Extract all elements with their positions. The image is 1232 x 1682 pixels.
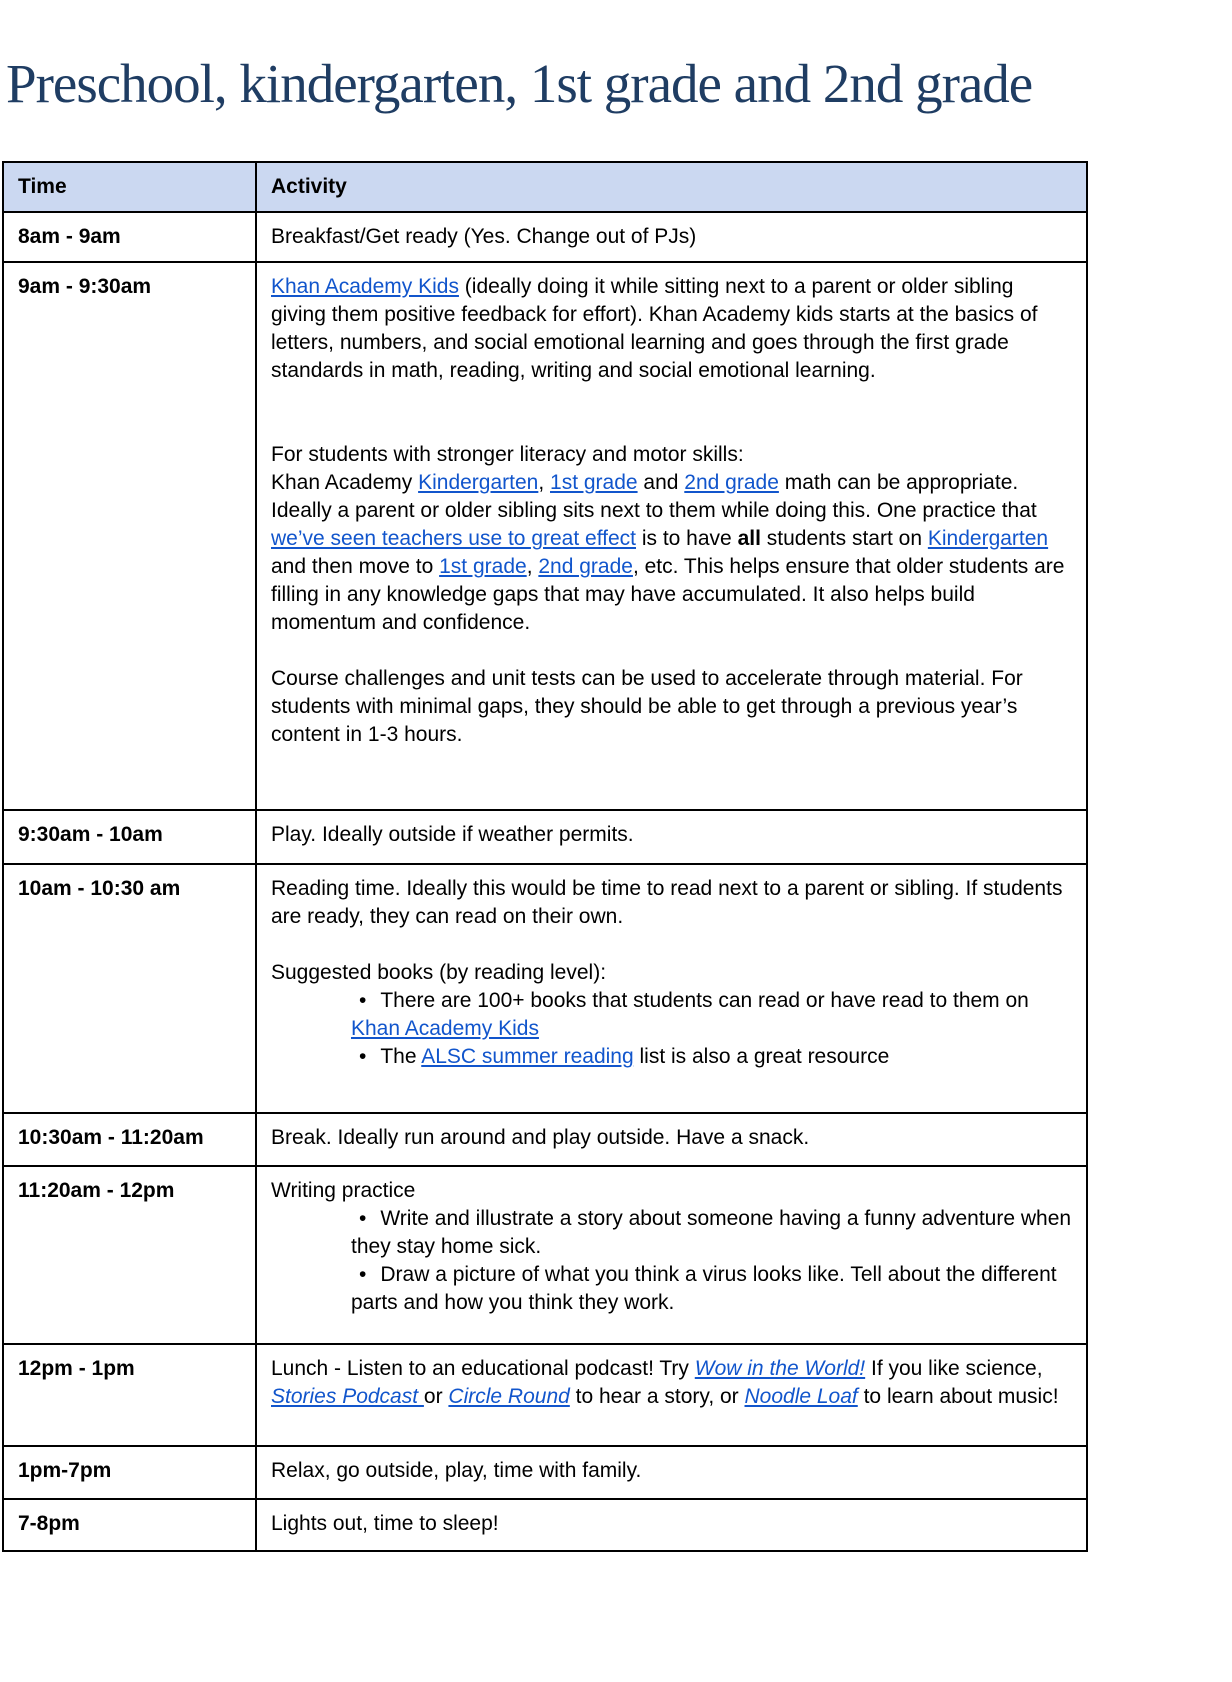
table-row	[3, 1499, 1087, 1551]
paragraph	[271, 959, 1072, 987]
link-khan-academy-kids[interactable]: Khan Academy Kids	[351, 1017, 539, 1040]
activity-cell	[256, 810, 1087, 864]
link-noodle-loaf[interactable]: Noodle Loaf	[744, 1385, 858, 1408]
text-run: (ideally doing it while sitting next to a parent or older sibling giving them positive feedback for effort). Khan Academy kids starts at the basics of letters, numbers, and social emotional learning and goes through the first grade standards in math, reading, writing and social emotional learning.	[271, 275, 1038, 382]
text-run: Khan Academy	[271, 471, 419, 494]
schedule-table	[2, 161, 1088, 1552]
bullet-item	[271, 1043, 1072, 1071]
link-wow-in-the-world[interactable]: Wow in the World!	[694, 1357, 866, 1380]
table-row	[3, 212, 1087, 262]
activity-cell	[256, 1499, 1087, 1551]
time-cell: 9am - 9:30am	[3, 262, 256, 810]
bullet-icon: •	[359, 1207, 367, 1230]
text-run: Lunch - Listen to an educational podcast! Try	[271, 1357, 695, 1380]
time-cell: 8am - 9am	[3, 212, 256, 262]
link-1st-grade[interactable]: 1st grade	[550, 471, 638, 494]
table-row	[3, 262, 1087, 810]
link-2nd-grade[interactable]: 2nd grade	[538, 555, 633, 578]
activity-cell	[256, 1113, 1087, 1166]
text-run: or	[423, 1385, 449, 1408]
text-run: If you like science,	[865, 1357, 1043, 1380]
paragraph	[271, 1177, 1072, 1205]
column-header-time: Time	[3, 162, 256, 212]
header-row	[3, 162, 1087, 212]
time-cell: 11:20am - 12pm	[3, 1166, 256, 1344]
bullet-item	[271, 1261, 1072, 1317]
text-run: Course challenges and unit tests can be used to accelerate through material. For students with minimal gaps, they should be able to get through a previous year’s content in 1-3 hours.	[271, 667, 1023, 746]
paragraph	[271, 1355, 1072, 1411]
time-cell: 1pm-7pm	[3, 1446, 256, 1499]
text-run: Suggested books (by reading level):	[271, 961, 607, 984]
bullet-icon: •	[359, 1045, 367, 1068]
link-teachers-great-effect[interactable]: we’ve seen teachers use to great effect	[271, 527, 636, 550]
paragraph	[271, 441, 1072, 469]
activity-text: Play. Ideally outside if weather permits.	[271, 823, 634, 846]
text-run: and	[637, 471, 685, 494]
text-run: list is also a great resource	[633, 1045, 890, 1068]
link-1st-grade[interactable]: 1st grade	[439, 555, 527, 578]
activity-cell	[256, 1344, 1087, 1446]
activity-text: Relax, go outside, play, time with family.	[271, 1459, 642, 1482]
table-row	[3, 864, 1087, 1113]
text-run: students start on	[760, 527, 928, 550]
text-run-bold: all	[737, 527, 761, 550]
activity-cell	[256, 864, 1087, 1113]
text-run: and then move to	[271, 555, 440, 578]
bullet-icon: •	[359, 1263, 367, 1286]
text-run: ,	[538, 471, 551, 494]
page-title: Preschool, kindergarten, 1st grade and 2nd grade	[6, 53, 1033, 114]
activity-cell	[256, 1166, 1087, 1344]
bullet-item	[271, 987, 1072, 1043]
activity-cell	[256, 262, 1087, 810]
activity-cell	[256, 1446, 1087, 1499]
time-cell: 12pm - 1pm	[3, 1344, 256, 1446]
text-run: to hear a story, or	[569, 1385, 745, 1408]
text-run: , etc. This helps ensure that older students are filling in any knowledge gaps that may have accumulated. It also helps build momentum and confidence.	[271, 555, 1065, 634]
link-alsc-summer-reading[interactable]: ALSC summer reading	[421, 1045, 634, 1068]
time-cell: 10:30am - 11:20am	[3, 1113, 256, 1166]
table-row	[3, 1113, 1087, 1166]
activity-cell	[256, 212, 1087, 262]
text-run: ,	[526, 555, 539, 578]
table-row	[3, 810, 1087, 864]
activity-text: Break. Ideally run around and play outside. Have a snack.	[271, 1126, 810, 1149]
link-khan-academy-kids[interactable]: Khan Academy Kids	[271, 275, 459, 298]
link-circle-round[interactable]: Circle Round	[448, 1385, 570, 1408]
paragraph	[271, 875, 1072, 931]
text-run: to learn about music!	[857, 1385, 1059, 1408]
time-cell: 7-8pm	[3, 1499, 256, 1551]
activity-text: Lights out, time to sleep!	[271, 1512, 499, 1535]
link-stories-podcast[interactable]: Stories Podcast	[271, 1385, 424, 1408]
link-kindergarten[interactable]: Kindergarten	[927, 527, 1049, 550]
text-run: Draw a picture of what you think a virus looks like. Tell about the different parts and how you think they work.	[351, 1263, 1057, 1314]
column-header-activity: Activity	[256, 162, 1087, 212]
time-cell: 9:30am - 10am	[3, 810, 256, 864]
paragraph	[271, 469, 1072, 637]
time-cell: 10am - 10:30 am	[3, 864, 256, 1113]
text-run: Write and illustrate a story about someone having a funny adventure when they stay home sick.	[351, 1207, 1072, 1258]
bullet-item	[271, 1205, 1072, 1261]
table-row	[3, 1344, 1087, 1446]
text-run: math can be appropriate. Ideally a parent or older sibling sits next to them while doing this. One practice that	[271, 471, 1037, 522]
paragraph	[271, 273, 1072, 385]
text-run: Writing practice	[271, 1179, 416, 1202]
table-row	[3, 1166, 1087, 1344]
text-run: is to have	[636, 527, 738, 550]
table-row	[3, 1446, 1087, 1499]
paragraph	[271, 665, 1072, 749]
text-run: The	[380, 1045, 422, 1068]
bullet-icon: •	[359, 989, 367, 1012]
text-run: There are 100+ books that students can read or have read to them on	[380, 989, 1029, 1012]
activity-text: Breakfast/Get ready (Yes. Change out of PJs)	[271, 225, 697, 248]
text-run: Reading time. Ideally this would be time to read next to a parent or sibling. If students are ready, they can read on their own.	[271, 877, 1063, 928]
text-run: For students with stronger literacy and motor skills:	[271, 443, 744, 466]
link-2nd-grade[interactable]: 2nd grade	[684, 471, 779, 494]
link-kindergarten[interactable]: Kindergarten	[418, 471, 539, 494]
